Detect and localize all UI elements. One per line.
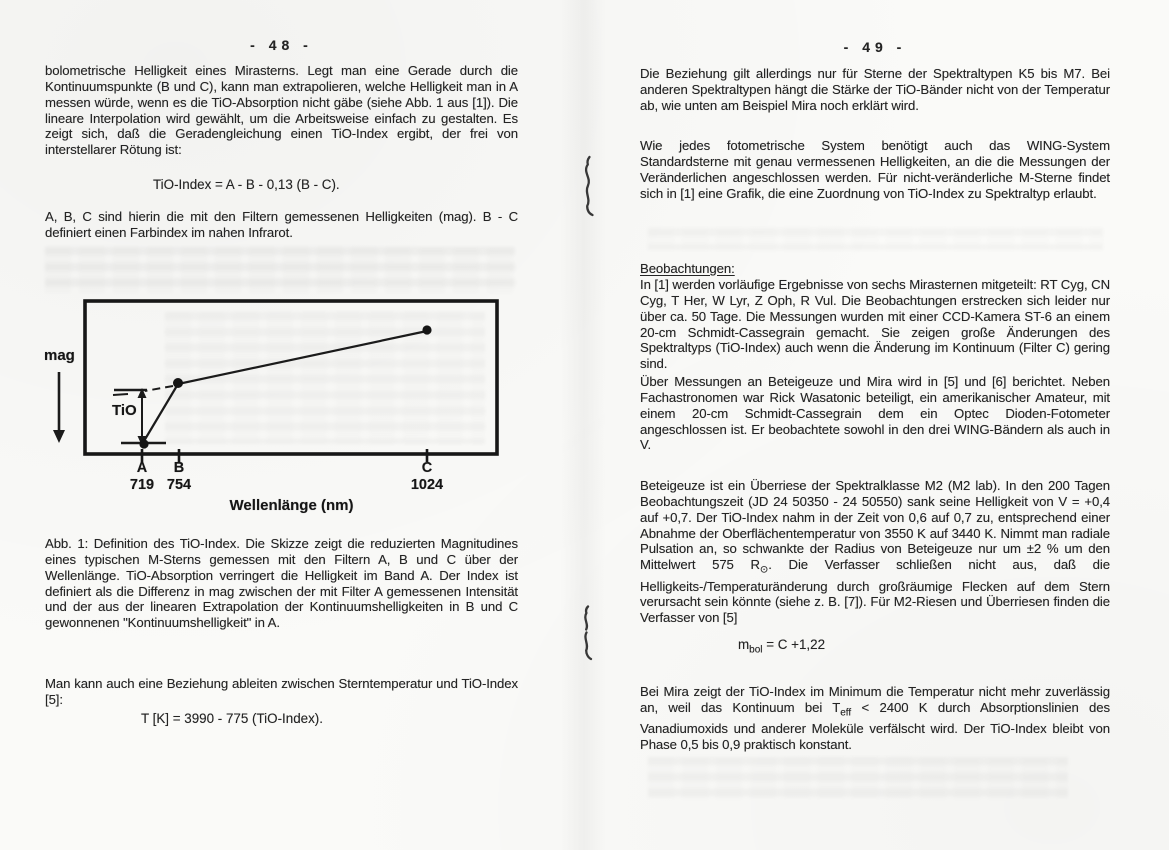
paragraph-betelgeuse-text: Beteigeuze ist ein Überriese der Spektralklasse M2 (M2 lab). In den 200 Tagen Beobachtungszeit (JD 24 50350 - 24 50550) sank seine Helligkeit von V = +0,4 auf +0,7. Der TiO-Index nahm in der Zeit von 0,6 auf 0,7 zu, entsprechend einer Abnahme der Oberflächentemperatur von 3550 K auf 3440 K. Nimmt man radiale Pulsation an, so schwankte der Radius von Beteigeuze nur um ±2 % um den Mittelwert 575 R <box>640 478 1110 573</box>
mag-arrowhead <box>53 430 65 443</box>
tick-letter-a: A <box>136 460 148 476</box>
sun-symbol: ⊙ <box>759 564 769 576</box>
diagram-frame <box>85 301 497 454</box>
binding-ink-mark-top <box>577 154 599 218</box>
tick-letter-c: C <box>421 460 433 476</box>
figure-caption: Abb. 1: Definition des TiO-Index. Die Skizze zeigt die reduzierten Magnitudines eines typischen M-Sterns gemessen mit den Filtern A, B und C über der Wellenlänge. TiO-Absorption verringert die Helligkeit im Band A. Der Index ist definiert als die Differenz in mag zwischen der mit Filter A gemessenen Intensität und der aus der linearen Extrapolation der Kontinuumshelligkeiten in B und C gewonnenen "Kontinuumshelligkeit" in A. <box>45 536 518 631</box>
wavelength-b: 754 <box>166 477 192 493</box>
data-point-c <box>422 325 431 334</box>
formula-mbol <box>640 637 1110 656</box>
extrapolation-dash <box>113 394 128 395</box>
tio-band-label: TiO <box>112 402 137 419</box>
tio-index-diagram <box>40 296 510 468</box>
y-axis-label: mag <box>44 347 75 364</box>
segment-b-c <box>178 331 427 384</box>
tick-letter-b: B <box>173 460 185 476</box>
paragraph-intro: bolometrische Helligkeit eines Mirasterns. Legt man eine Gerade durch die Kontinuumspunkte (B und C), kann man extrapolieren, welche Helligkeit man in A messen würde, wenn es die TiO-Absorption nicht gäbe (siehe Abb. 1 aus [1]). Die lineare Interpolation wird gewählt, um die Arbeitsweise einfach zu gestalten. Es zeigt sich, daß die Geradengleichung einen TiO-Index ergibt, der frei von interstellarer Rötung ist: <box>45 63 518 158</box>
data-point-a <box>139 439 148 448</box>
teff-subscript: eff <box>840 707 852 719</box>
wavelength-a: 719 <box>129 477 155 493</box>
segment-a-b <box>144 384 178 441</box>
observations-heading: Beobachtungen: <box>640 261 735 276</box>
formula-mbol-base: m <box>738 637 750 652</box>
formula-temperature: T [K] = 3990 - 775 (TiO-Index). <box>141 711 323 726</box>
paragraph-betelgeuse-refs: Über Messungen an Beteigeuze und Mira wird in [5] und [6] berichtet. Neben Fachastronomen war Rick Wasatonic beteiligt, ein amerikanischer Amateur, mit einem 20-cm Schmidt-Cassegrain dem ein Optec Dioden-Fotometer angeschlossen ist. Er beobachtete sowohl in den drei WING-Bändern als auch in V. <box>640 374 1110 453</box>
paragraph-betelgeuse <box>640 478 1110 626</box>
formula-mbol-subscript: bol <box>749 644 763 656</box>
paragraph-validity: Die Beziehung gilt allerdings nur für Sterne der Spektraltypen K5 bis M7. Bei anderen Spektraltypen hängt die Stärke der TiO-Bänder nicht von der Temperatur ab, wie unten am Beispiel Mira noch erklärt wird. <box>640 66 1110 113</box>
paragraph-betelgeuse-text: . Die Verfasser schließen nicht aus, daß die Helligkeits-/Temperaturänderung durch großräumige Flecken auf dem Stern verursacht sein könnte (siehe z. B. [7]). Für M2-Riesen und Überriesen finden die Verfasser von [5] <box>640 557 1110 626</box>
extrapolation-dashed-line <box>145 386 173 391</box>
paragraph-mira-text: < 2400 K durch Absorptionslinien des Vanadiumoxids und anderer Moleküle verfälscht wird. Der TiO-Index bleibt von Phase 0,5 bis 0,9 praktisch konstant. <box>640 699 1110 753</box>
x-axis-label: Wellenlänge (nm) <box>229 497 354 514</box>
paragraph-mira-text: Bei Mira zeigt der TiO-Index im Minimum die Temperatur nicht mehr zuverlässig an, weil das Kontinuum bei T <box>640 684 1110 715</box>
paragraph-mira <box>640 684 1110 753</box>
bleed-through-texture <box>648 757 1068 799</box>
formula-mbol-rest: = C +1,22 <box>762 637 826 652</box>
bleed-through-texture <box>45 247 515 293</box>
data-point-b <box>173 378 183 388</box>
paragraph-wing-system: Wie jedes fotometrische System benötigt auch das WING-System Standardsterne mit genau vermessenen Helligkeiten, an die die Messungen der Veränderlichen angeschlossen werden. Für nicht-veränderliche M-Sterne findet sich in [1] eine Grafik, die eine Zuordnung von TiO-Index zu Spektraltyp erlaubt. <box>640 138 1110 201</box>
page-number-left: - 48 - <box>250 37 313 53</box>
bleed-through-texture <box>648 228 1103 250</box>
paragraph-temperature-relation: Man kann auch eine Beziehung ableiten zwischen Sterntemperatur und TiO-Index [5]: <box>45 676 518 707</box>
page-number-right: - 49 - <box>843 39 907 55</box>
wavelength-c: 1024 <box>410 477 444 493</box>
binding-ink-mark-bottom <box>577 604 597 662</box>
paragraph-filters: A, B, C sind hierin die mit den Filtern gemessenen Helligkeiten (mag). B - C definiert einen Farbindex im nahen Infrarot. <box>45 209 518 240</box>
formula-tio-index: TiO-Index = A - B - 0,13 (B - C). <box>153 177 340 192</box>
paragraph-observations: In [1] werden vorläufige Ergebnisse von sechs Mirasternen mitgeteilt: RT Cyg, CN Cyg, T Her, W Lyr, Z Oph, R Vul. Die Beobachtungen erstrecken sich leider nur über ca. 50 Tage. Die Messungen wurden mit einer CCD-Kamera ST-6 an einem 20-cm Schmidt-Cassegrain gemacht. Sie zeigen große Änderungen des Spektraltyps (TiO-Index) auch wenn die Änderung im Kontinuum (Filter C) gering sind. <box>640 277 1110 372</box>
